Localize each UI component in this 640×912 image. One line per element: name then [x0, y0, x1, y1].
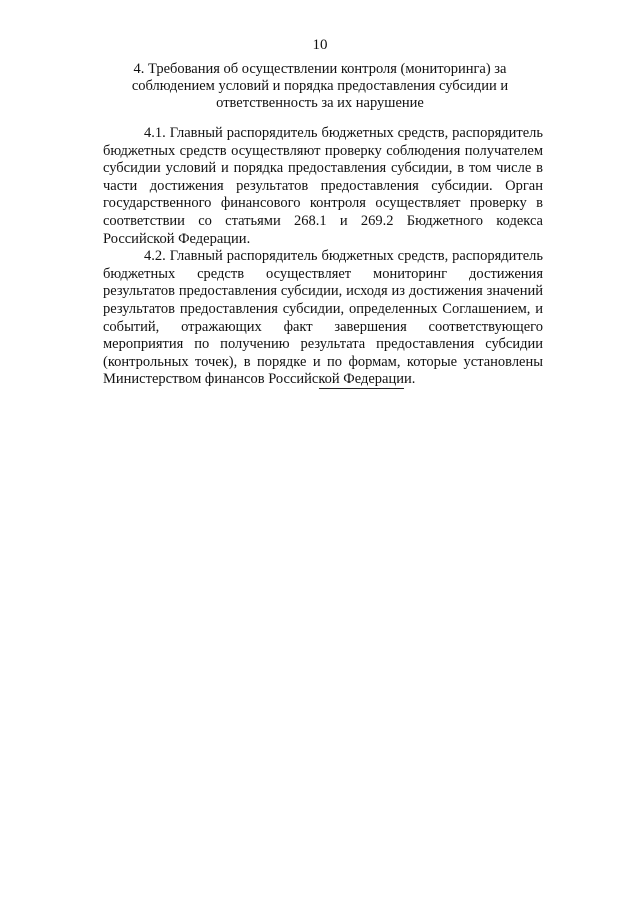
- section-heading: 4. Требования об осуществлении контроля (мониторинга) за соблюдением условий и порядка предоставления субсидии и ответственность за их нарушение: [131, 61, 509, 111]
- paragraph-4-1: 4.1. Главный распорядитель бюджетных средств, распорядитель бюджетных средств осуществляют проверку соблюдения получателем субсидии условий и порядка предоставления субсидии, в том числе в части достижения результатов предоставления субсидии. Орган государственного финансового контроля осуществляет проверку в соответствии со статьями 268.1 и 269.2 Бюджетного кодекса Российской Федерации.: [103, 125, 543, 247]
- section-body: [103, 125, 543, 389]
- paragraph-4-2: 4.2. Главный распорядитель бюджетных средств, распорядитель бюджетных средств осуществляет мониторинг достижения результатов предоставления субсидии, исходя из достижения значений результатов предоставления субсидии, определенных Соглашением, и событий, отражающих факт завершения соответствующего мероприятия по получению результата предоставления субсидии (контрольных точек), в порядке и по формам, которые установлены Министерством финансов Российской Федерации.: [103, 248, 543, 388]
- page-number: 10: [312, 37, 328, 53]
- end-divider: [319, 388, 404, 389]
